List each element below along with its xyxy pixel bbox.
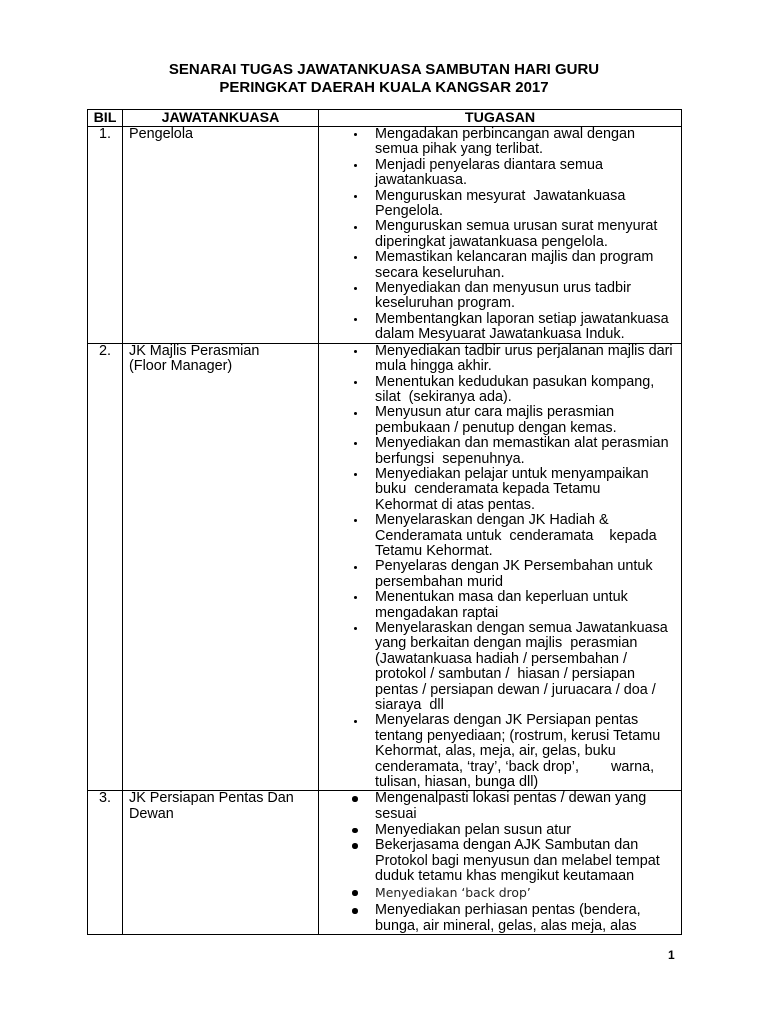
task-line: tulisan, hiasan, bunga dll) (375, 774, 539, 791)
task-item (375, 903, 681, 934)
task-line: buku cenderamata kepada Tetamu (375, 481, 601, 498)
task-line: tentang penyediaan; (rostrum, kerusi Tetamu (375, 727, 661, 744)
task-line: Menyediakan pelan susun atur (375, 821, 572, 838)
task-line: pentas / persiapan dewan / juruacara / doa / (375, 681, 656, 698)
task-line: Menguruskan semua urusan surat menyurat (375, 218, 658, 235)
task-cell (319, 343, 682, 791)
task-item (375, 885, 681, 901)
task-line: Kehormat, alas, meja, air, gelas, buku (375, 743, 616, 760)
task-line: keseluruhan program. (375, 295, 515, 312)
task-item (375, 713, 681, 790)
task-line: persembahan murid (375, 573, 503, 590)
task-line: Menyediakan dan memastikan alat perasmian (375, 435, 669, 452)
task-line: Memastikan kelancaran majlis dan program (375, 249, 654, 266)
task-line: pembukaan / penutup dengan kemas. (375, 419, 617, 436)
task-line: Menyediakan tadbir urus perjalanan majlis dari (375, 342, 673, 359)
task-item (375, 219, 681, 250)
task-line: Menentukan kedudukan pasukan kompang, (375, 373, 655, 390)
task-item (375, 590, 681, 621)
task-line: sesuai (375, 806, 417, 823)
task-line: Bekerjasama dengan AJK Sambutan dan (375, 837, 639, 854)
task-item (375, 281, 681, 312)
task-line: Menentukan masa dan keperluan untuk (375, 589, 628, 606)
page-number: 1 (668, 948, 675, 962)
task-item (375, 559, 681, 590)
task-line: (Jawatankuasa hadiah / persembahan / (375, 650, 627, 667)
task-item (375, 375, 681, 406)
task-line: Kehormat di atas pentas. (375, 496, 535, 513)
task-item (375, 312, 681, 343)
table-row (88, 343, 682, 791)
committee-name-line: JK Majlis Perasmian (129, 342, 260, 359)
header-bil: BIL (88, 110, 123, 127)
task-line: dalam Mesyuarat Jawatankuasa Induk. (375, 326, 625, 343)
task-line: mula hingga akhir. (375, 358, 492, 375)
task-item (375, 158, 681, 189)
table-row (88, 791, 682, 935)
task-line: protokol / sambutan / hiasan / persiapan (375, 666, 635, 683)
task-line: Menguruskan mesyurat Jawatankuasa (375, 187, 626, 204)
header-tugasan: TUGASAN (319, 110, 682, 127)
header-jawatankuasa: JAWATANKUASA (123, 110, 319, 127)
task-line: Tetamu Kehormat. (375, 542, 493, 559)
task-line: Penyelaras dengan JK Persembahan untuk (375, 558, 653, 575)
task-line: duduk tetamu khas mengikut keutamaan (375, 868, 635, 885)
task-item (375, 513, 681, 559)
task-line: Menjadi penyelaras diantara semua (375, 156, 603, 173)
row-number: 3. (98, 790, 111, 807)
task-line: bunga, air mineral, gelas, alas meja, alas (375, 917, 637, 934)
task-item (375, 344, 681, 375)
task-line: Menyelaraskan dengan JK Hadiah & (375, 512, 609, 529)
task-line: Membentangkan laporan setiap jawatankuasa (375, 310, 669, 327)
task-line: mengadakan raptai (375, 604, 499, 621)
task-item (375, 467, 681, 513)
task-item (375, 250, 681, 281)
task-item (375, 791, 681, 822)
task-line: cenderamata, ‘tray’, ‘back drop’, warna, (375, 758, 655, 775)
task-line: berfungsi sepenuhnya. (375, 450, 525, 467)
task-cell (319, 127, 682, 344)
task-list (319, 127, 681, 343)
duties-table (87, 109, 682, 935)
task-line: Menyediakan perhiasan pentas (bendera, (375, 902, 641, 919)
task-line: yang berkaitan dengan majlis perasmian (375, 635, 638, 652)
committee-name-line: Pengelola (129, 126, 194, 142)
task-line: Menyediakan ‘back drop’ (375, 885, 531, 901)
task-line: Mengenalpasti lokasi pentas / dewan yang (375, 790, 647, 807)
table-row (88, 127, 682, 344)
row-number-cell (88, 127, 123, 344)
title-line: SENARAI TUGAS JAWATANKUASA SAMBUTAN HARI GURU (168, 61, 600, 78)
task-line: secara keseluruhan. (375, 264, 505, 281)
task-line: Menyusun atur cara majlis perasmian (375, 404, 615, 421)
committee-name-line: JK Persiapan Pentas Dan (129, 790, 294, 807)
task-line: Menyelaras dengan JK Persiapan pentas (375, 712, 639, 729)
task-line: diperingkat jawatankuasa pengelola. (375, 233, 608, 250)
task-line: Mengadakan perbincangan awal dengan (375, 126, 636, 142)
task-cell (319, 791, 682, 935)
task-line: Protokol bagi menyusun dan melabel tempat (375, 852, 660, 869)
task-item (375, 127, 681, 158)
committee-name-line: (Floor Manager) (129, 358, 233, 375)
task-item (375, 189, 681, 220)
task-item (375, 838, 681, 885)
row-number-cell (88, 791, 123, 935)
task-line: siaraya dll (375, 697, 444, 714)
task-line: Menyediakan pelajar untuk menyampaikan (375, 465, 649, 482)
committee-name-line: Dewan (129, 806, 174, 823)
table-header-row (88, 110, 682, 127)
task-line: Menyediakan dan menyusun urus tadbir (375, 280, 631, 297)
task-list (319, 344, 681, 791)
committee-cell (123, 791, 319, 935)
document-title (0, 61, 768, 97)
row-number: 2. (98, 342, 111, 359)
task-line: Cenderamata untuk cenderamata kepada (375, 527, 657, 544)
task-item (375, 436, 681, 467)
task-line: Menyelaraskan dengan semua Jawatankuasa (375, 620, 668, 636)
row-number: 1. (98, 126, 111, 142)
task-item (375, 621, 681, 713)
task-item (375, 405, 681, 436)
committee-cell (123, 127, 319, 344)
committee-cell (123, 343, 319, 791)
task-item (375, 823, 681, 839)
task-line: semua pihak yang terlibat. (375, 141, 543, 158)
title-line: PERINGKAT DAERAH KUALA KANGSAR 2017 (219, 79, 549, 96)
task-line: silat (sekiranya ada). (375, 388, 512, 405)
task-list (319, 791, 681, 934)
task-line: jawatankuasa. (375, 172, 468, 189)
task-line: Pengelola. (375, 203, 444, 220)
row-number-cell (88, 343, 123, 791)
